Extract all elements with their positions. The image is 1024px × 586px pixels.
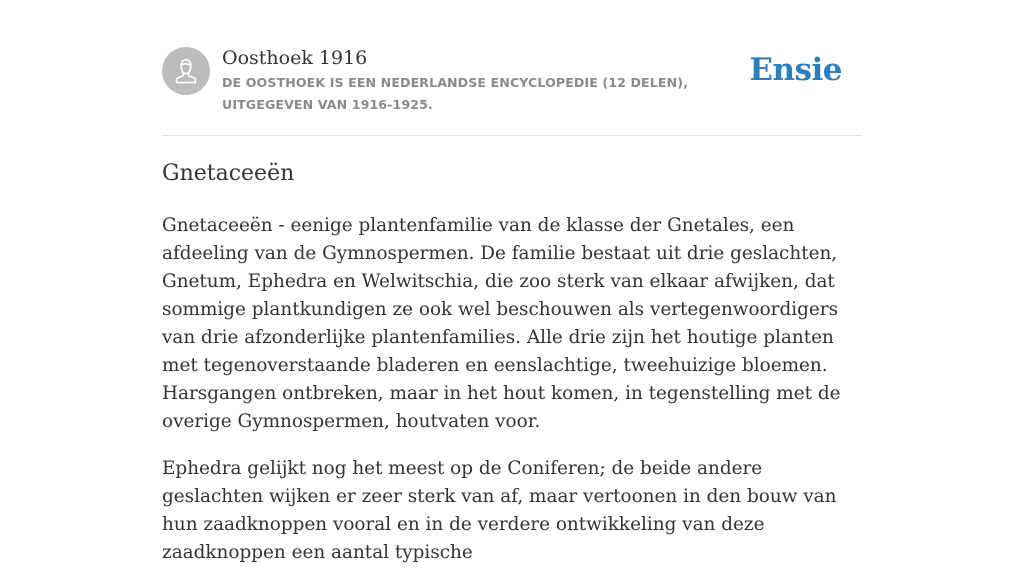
entry-title: Gnetaceeën	[162, 161, 295, 186]
entry-paragraph: Gnetaceeën - eenige plantenfamilie van de klasse der Gnetales, een afdeeling van de Gymnospermen. De familie bestaat uit drie geslachten, Gnetum, Ephedra en Welwitschia, die zoo sterk van elkaar afwijken, dat sommige plantkundigen ze ook wel beschouwen als vertegenwoordigers van drie afzonderlijke plantenfamilies. Alle drie zijn het houtige planten met tegenoverstaande bladeren en eenslachtige, tweehuizige bloemen. Harsgangen ontbreken, maar in het hout komen, in tegenstelling met de overige Gymnospermen, houtvaten voor.	[162, 215, 841, 432]
source-title[interactable]: Oosthoek 1916	[222, 47, 368, 69]
entry-body	[162, 212, 866, 586]
ensie-logo[interactable]: Ensie	[749, 52, 842, 88]
content-container	[162, 0, 862, 563]
user-silhouette-icon	[162, 47, 210, 95]
source-description: DE OOSTHOEK IS EEN NEDERLANDSE ENCYCLOPEDIE (12 DELEN), UITGEGEVEN VAN 1916-1925.	[222, 75, 688, 112]
entry-paragraph: Ephedra gelijkt nog het meest op de Coniferen; de beide andere geslachten wijken er zeer sterk van af, maar vertoonen in den bouw van hun zaadknoppen vooral en in de verdere ontwikkeling van deze zaadknoppen een aantal typische	[162, 458, 837, 563]
source-avatar[interactable]	[162, 47, 210, 95]
source-header	[162, 0, 862, 136]
